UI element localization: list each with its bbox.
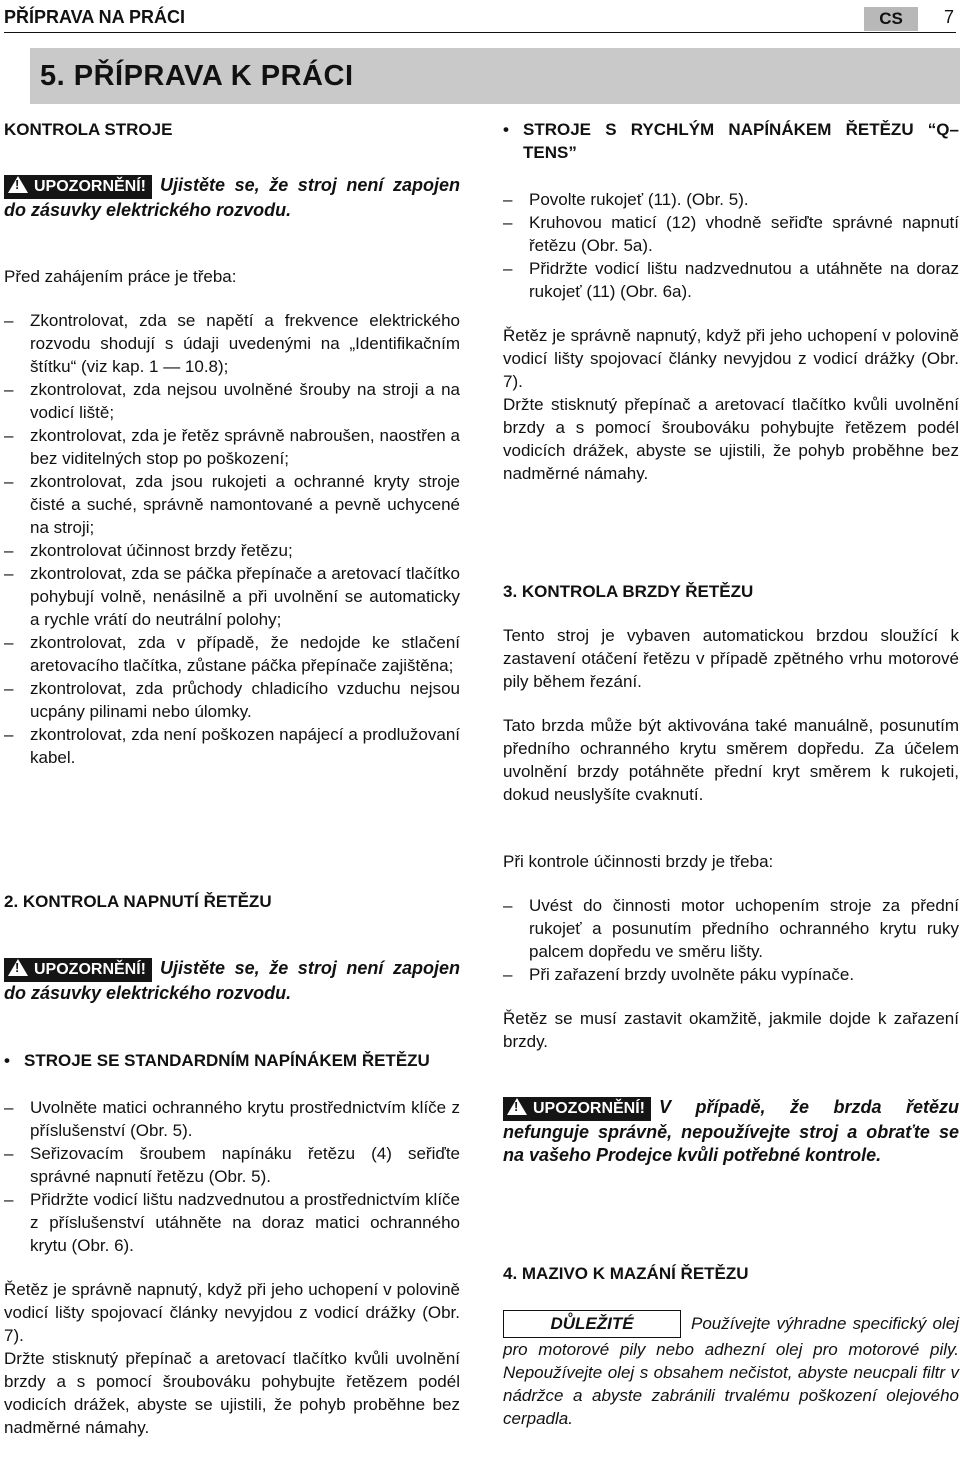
warning-badge: !UPOZORNĚNÍ!: [4, 175, 152, 199]
paragraph: Držte stisknutý přepínač a aretovací tlačítko kvůli uvolnění brzdy a s pomocí šroubováku pohybujte řetězem podél vodicích drážek, abyste se ujistili, že pohyb proběhne bez nadměrné námahy.: [4, 1349, 460, 1437]
section-title-machine-check: KONTROLA STROJE: [4, 120, 173, 139]
paragraph: Řetěz je správně napnutý, když při jeho uchopení v polovině vodicí lišty spojovací články nevyjdou z vodicí drážky (Obr. 7).: [503, 326, 959, 391]
section-title-chain-lubricant: 4. MAZIVO K MAZÁNÍ ŘETĚZU: [503, 1264, 749, 1283]
subheading-quick-tensioner: • STROJE S RYCHLÝM NAPÍNÁKEM ŘETĚZU “Q– TENS”: [503, 118, 959, 164]
brake-check-list: [503, 894, 959, 986]
warning-paragraph: !UPOZORNĚNÍ! Ujistěte se, že stroj není zapojen do zásuvky elektrického rozvodu.: [4, 957, 460, 1005]
section-title-chain-tension: 2. KONTROLA NAPNUTÍ ŘETĚZU: [4, 892, 272, 911]
list-item: – zkontrolovat, zda je řetěz správně nabroušen, naostřen a bez viditelných stop po poškození;: [4, 424, 460, 470]
list-item: – Přidržte vodicí lištu nadzvednutou a prostřednictvím klíče z příslušenství utáhněte na doraz matici ochranného krytu (Obr. 6).: [4, 1188, 460, 1257]
list-item: – zkontrolovat, zda průchody chladicího vzduchu nejsou ucpány pilinami nebo úlomky.: [4, 677, 460, 723]
list-item: – Uvést do činnosti motor uchopením stroje za přední rukojeť a posunutím předního ochranného krytu ruky palcem dopředu ve směru lišty.: [503, 894, 959, 963]
warning-triangle-icon: [8, 176, 28, 193]
paragraph: Tento stroj je vybaven automatickou brzdou sloužící k zastavení otáčení řetězu v případě zpětného vrhu motorové pily během řezání.: [503, 626, 959, 691]
left-column: [4, 118, 460, 769]
warning-triangle-icon: [507, 1098, 527, 1115]
warning-paragraph: !UPOZORNĚNÍ! V případě, že brzda řetězu nefunguje správně, nepoužívejte stroj a obraťte se na vašeho Prodejce kvůli potřebné kontrole.: [503, 1096, 959, 1167]
warning-badge: !UPOZORNĚNÍ!: [503, 1097, 651, 1121]
steps-list: [503, 188, 959, 303]
list-item: – zkontrolovat, zda nejsou uvolněné šrouby na stroji a na vodicí liště;: [4, 378, 460, 424]
paragraph: Řetěz se musí zastavit okamžitě, jakmile dojde k zařazení brzdy.: [503, 1009, 959, 1051]
right-column: [503, 118, 959, 1430]
running-header: PŘÍPRAVA NA PRÁCI: [4, 7, 186, 27]
intro-text: Před zahájením práce je třeba:: [4, 267, 237, 286]
list-item: – Uvolněte matici ochranného krytu prostřednictvím klíče z příslušenství (Obr. 5).: [4, 1096, 460, 1142]
warning-badge: !UPOZORNĚNÍ!: [4, 958, 152, 982]
list-item: – Při zařazení brzdy uvolněte páku vypínače.: [503, 963, 959, 986]
paragraph: Řetěz je správně napnutý, když při jeho uchopení v polovině vodicí lišty spojovací články nevyjdou z vodicí drážky (Obr. 7).: [4, 1280, 460, 1345]
chapter-title: 5. PŘÍPRAVA K PRÁCI: [30, 48, 960, 104]
warning-paragraph: !UPOZORNĚNÍ! Ujistěte se, že stroj není zapojen do zásuvky elektrického rozvodu.: [4, 174, 460, 222]
list-item: – zkontrolovat, zda v případě, že nedojde ke stlačení aretovacího tlačítka, zůstane páčka přepínače zajištěna;: [4, 631, 460, 677]
language-badge: CS: [864, 7, 918, 31]
important-badge: DŮLEŽITÉ: [503, 1310, 681, 1338]
left-column-lower: [4, 890, 460, 1439]
list-item: – zkontrolovat, zda není poškozen napájecí a prodlužovaní kabel.: [4, 723, 460, 769]
list-item: – Přidržte vodicí lištu nadzvednutou a utáhněte na doraz rukojeť (11) (Obr. 6a).: [503, 257, 959, 303]
list-item: – Seřizovacím šroubem napínáku řetězu (4) seřiďte správné napnutí řetězu (Obr. 5).: [4, 1142, 460, 1188]
important-paragraph: DŮLEŽITÉ Používejte výhradne specifický olej pro motorové pily nebo adhezní olej pro motorové pily. Nepoužívejte olej s obsahem nečistot, abyste neucpali filtr v nádržce a abyste zabránili trvalému poškození olejového cerpadla.: [503, 1310, 959, 1430]
list-item: – Kruhovou maticí (12) vhodně seřiďte správné napnutí řetězu (Obr. 5a).: [503, 211, 959, 257]
page-number: 7: [944, 7, 955, 27]
subheading-standard-tensioner: • STROJE SE STANDARDNÍM NAPÍNÁKEM ŘETĚZU: [4, 1049, 454, 1072]
steps-list: [4, 1096, 460, 1257]
checklist: [4, 309, 460, 769]
list-item: – zkontrolovat, zda jsou rukojeti a ochranné kryty stroje čisté a suché, správně namontované a pevně uchycené na stroji;: [4, 470, 460, 539]
list-item: – Povolte rukojeť (11). (Obr. 5).: [503, 188, 959, 211]
header-rule: [4, 32, 956, 33]
warning-triangle-icon: [8, 959, 28, 976]
list-item: – Zkontrolovat, zda se napětí a frekvence elektrického rozvodu shodují s údaji uvedenými na „Identifikačním štítku“ (viz kap. 1 — 10.8);: [4, 309, 460, 378]
paragraph: Tato brzda může být aktivována také manuálně, posunutím předního ochranného krytu směrem dopředu. Za účelem uvolnění brzdy potáhněte přední kryt směrem k rukojeti, dokud neuslyšíte cvaknutí.: [503, 716, 959, 804]
list-item: – zkontrolovat účinnost brzdy řetězu;: [4, 539, 460, 562]
paragraph: Při kontrole účinnosti brzdy je třeba:: [503, 852, 774, 871]
section-title-chain-brake: 3. KONTROLA BRZDY ŘETĚZU: [503, 582, 754, 601]
paragraph: Držte stisknutý přepínač a aretovací tlačítko kvůli uvolnění brzdy a s pomocí šroubováku pohybujte řetězem podél vodicích drážek, abyste se ujistili, že pohyb proběhne bez nadměrné námahy.: [503, 395, 959, 483]
list-item: – zkontrolovat, zda se páčka přepínače a aretovací tlačítko pohybují volně, nenásilně a při uvolnění se automaticky a rychle vrátí do neutrální polohy;: [4, 562, 460, 631]
